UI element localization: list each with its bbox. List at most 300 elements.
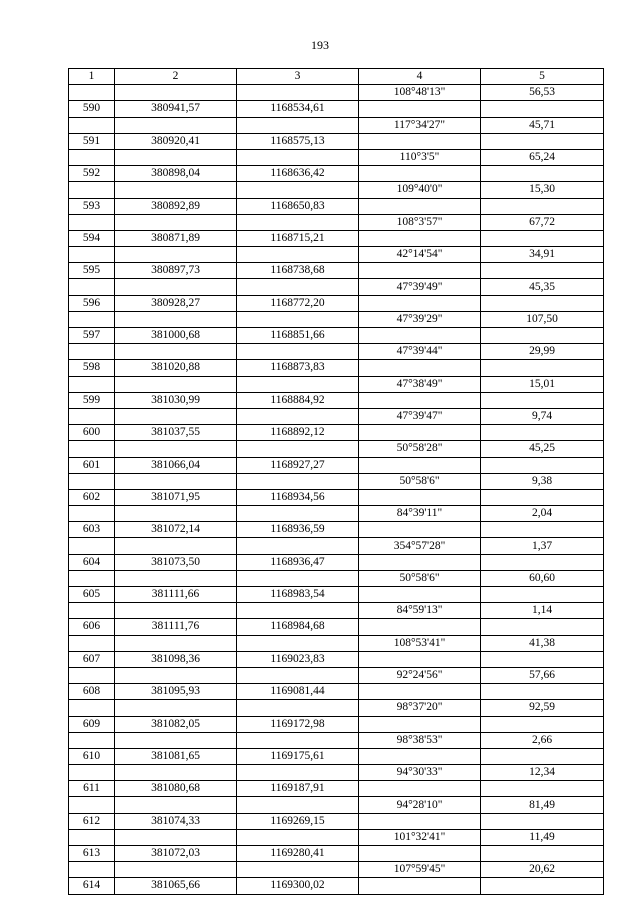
coordinates-table (68, 68, 604, 895)
table-row (69, 473, 604, 489)
distance-cell (481, 554, 604, 570)
point-number-cell: 601 (69, 457, 115, 473)
direction-angle-cell: 98°37'20" (359, 700, 481, 716)
table-row (69, 247, 604, 263)
point-number-cell: 609 (69, 716, 115, 732)
table-row (69, 457, 604, 473)
point-number-cell (69, 506, 115, 522)
point-number-cell (69, 603, 115, 619)
point-number-cell (69, 732, 115, 748)
direction-angle-cell: 109°40'0" (359, 182, 481, 198)
y-coordinate-cell: 1168636,42 (237, 166, 359, 182)
point-number-cell: 592 (69, 166, 115, 182)
y-coordinate-cell: 1169269,15 (237, 813, 359, 829)
direction-angle-cell (359, 619, 481, 635)
table-row (69, 603, 604, 619)
distance-cell: 45,71 (481, 117, 604, 133)
point-number-cell: 612 (69, 813, 115, 829)
direction-angle-cell (359, 781, 481, 797)
direction-angle-cell: 84°59'13" (359, 603, 481, 619)
point-number-cell: 597 (69, 328, 115, 344)
y-coordinate-cell: 1168983,54 (237, 587, 359, 603)
distance-cell: 15,30 (481, 182, 604, 198)
table-row (69, 635, 604, 651)
table-row (69, 149, 604, 165)
y-coordinate-cell (237, 408, 359, 424)
x-coordinate-cell (115, 506, 237, 522)
table-row (69, 748, 604, 764)
point-number-cell (69, 247, 115, 263)
direction-angle-cell: 110°3'5" (359, 149, 481, 165)
table-row (69, 295, 604, 311)
x-coordinate-cell: 381065,66 (115, 878, 237, 894)
distance-cell: 56,53 (481, 85, 604, 101)
x-coordinate-cell: 381071,95 (115, 489, 237, 505)
direction-angle-cell: 98°38'53" (359, 732, 481, 748)
x-coordinate-cell: 380898,04 (115, 166, 237, 182)
distance-cell: 1,37 (481, 538, 604, 554)
distance-cell (481, 230, 604, 246)
table-row (69, 117, 604, 133)
direction-angle-cell (359, 684, 481, 700)
direction-angle-cell (359, 554, 481, 570)
table-row (69, 441, 604, 457)
distance-cell: 29,99 (481, 344, 604, 360)
direction-angle-cell (359, 133, 481, 149)
y-coordinate-cell: 1168575,13 (237, 133, 359, 149)
point-number-cell (69, 862, 115, 878)
y-coordinate-cell (237, 117, 359, 133)
table-row (69, 408, 604, 424)
point-number-cell: 603 (69, 522, 115, 538)
distance-cell: 45,35 (481, 279, 604, 295)
x-coordinate-cell (115, 603, 237, 619)
x-coordinate-cell: 380892,89 (115, 198, 237, 214)
x-coordinate-cell (115, 214, 237, 230)
x-coordinate-cell (115, 538, 237, 554)
table-row (69, 813, 604, 829)
point-number-cell (69, 85, 115, 101)
distance-cell: 15,01 (481, 376, 604, 392)
x-coordinate-cell: 381098,36 (115, 651, 237, 667)
point-number-cell: 599 (69, 392, 115, 408)
direction-angle-cell: 47°39'49" (359, 279, 481, 295)
table-row (69, 716, 604, 732)
direction-angle-cell (359, 457, 481, 473)
direction-angle-cell: 108°3'57" (359, 214, 481, 230)
x-coordinate-cell (115, 279, 237, 295)
table-row (69, 360, 604, 376)
x-coordinate-cell (115, 732, 237, 748)
point-number-cell: 606 (69, 619, 115, 635)
direction-angle-cell (359, 748, 481, 764)
distance-cell (481, 457, 604, 473)
direction-angle-cell: 47°38'49" (359, 376, 481, 392)
point-number-cell (69, 182, 115, 198)
distance-cell (481, 878, 604, 894)
y-coordinate-cell: 1169280,41 (237, 846, 359, 862)
y-coordinate-cell (237, 182, 359, 198)
column-header-3: 3 (237, 69, 359, 85)
x-coordinate-cell: 380897,73 (115, 263, 237, 279)
point-number-cell: 614 (69, 878, 115, 894)
direction-angle-cell: 354°57'28" (359, 538, 481, 554)
y-coordinate-cell (237, 635, 359, 651)
direction-angle-cell: 107°59'45" (359, 862, 481, 878)
table-row (69, 700, 604, 716)
distance-cell: 12,34 (481, 765, 604, 781)
distance-cell: 107,50 (481, 311, 604, 327)
table-row (69, 133, 604, 149)
point-number-cell (69, 376, 115, 392)
direction-angle-cell: 50°58'6" (359, 473, 481, 489)
point-number-cell: 613 (69, 846, 115, 862)
x-coordinate-cell (115, 441, 237, 457)
y-coordinate-cell (237, 311, 359, 327)
point-number-cell (69, 473, 115, 489)
x-coordinate-cell (115, 635, 237, 651)
table-row (69, 878, 604, 894)
distance-cell (481, 166, 604, 182)
direction-angle-cell: 50°58'28" (359, 441, 481, 457)
table-row (69, 214, 604, 230)
distance-cell: 9,74 (481, 408, 604, 424)
table-row (69, 182, 604, 198)
y-coordinate-cell: 1169023,83 (237, 651, 359, 667)
direction-angle-cell (359, 489, 481, 505)
y-coordinate-cell: 1168738,68 (237, 263, 359, 279)
direction-angle-cell (359, 587, 481, 603)
table-row (69, 797, 604, 813)
distance-cell: 9,38 (481, 473, 604, 489)
y-coordinate-cell: 1168936,47 (237, 554, 359, 570)
distance-cell (481, 651, 604, 667)
point-number-cell: 591 (69, 133, 115, 149)
distance-cell: 67,72 (481, 214, 604, 230)
table-row (69, 198, 604, 214)
direction-angle-cell (359, 101, 481, 117)
distance-cell: 41,38 (481, 635, 604, 651)
point-number-cell: 610 (69, 748, 115, 764)
point-number-cell: 605 (69, 587, 115, 603)
x-coordinate-cell: 381073,50 (115, 554, 237, 570)
x-coordinate-cell (115, 344, 237, 360)
table-header-row (69, 69, 604, 85)
y-coordinate-cell (237, 441, 359, 457)
point-number-cell (69, 344, 115, 360)
point-number-cell (69, 408, 115, 424)
point-number-cell: 604 (69, 554, 115, 570)
distance-cell: 81,49 (481, 797, 604, 813)
table-row (69, 829, 604, 845)
y-coordinate-cell: 1169172,98 (237, 716, 359, 732)
x-coordinate-cell: 381000,68 (115, 328, 237, 344)
direction-angle-cell (359, 392, 481, 408)
y-coordinate-cell (237, 214, 359, 230)
point-number-cell: 590 (69, 101, 115, 117)
x-coordinate-cell (115, 765, 237, 781)
x-coordinate-cell (115, 117, 237, 133)
table-row (69, 765, 604, 781)
y-coordinate-cell (237, 376, 359, 392)
x-coordinate-cell (115, 829, 237, 845)
column-header-2: 2 (115, 69, 237, 85)
y-coordinate-cell: 1168892,12 (237, 425, 359, 441)
distance-cell (481, 133, 604, 149)
point-number-cell: 607 (69, 651, 115, 667)
table-row (69, 862, 604, 878)
direction-angle-cell (359, 360, 481, 376)
distance-cell: 1,14 (481, 603, 604, 619)
y-coordinate-cell: 1168927,27 (237, 457, 359, 473)
direction-angle-cell: 47°39'44" (359, 344, 481, 360)
direction-angle-cell: 42°14'54" (359, 247, 481, 263)
direction-angle-cell (359, 198, 481, 214)
point-number-cell (69, 829, 115, 845)
table-row (69, 392, 604, 408)
x-coordinate-cell (115, 247, 237, 263)
direction-angle-cell (359, 813, 481, 829)
table-body (69, 85, 604, 894)
table-row (69, 684, 604, 700)
y-coordinate-cell (237, 667, 359, 683)
x-coordinate-cell: 381037,55 (115, 425, 237, 441)
x-coordinate-cell (115, 473, 237, 489)
y-coordinate-cell: 1168650,83 (237, 198, 359, 214)
column-header-4: 4 (359, 69, 481, 85)
point-number-cell (69, 117, 115, 133)
x-coordinate-cell (115, 797, 237, 813)
table-row (69, 781, 604, 797)
direction-angle-cell (359, 716, 481, 732)
point-number-cell (69, 538, 115, 554)
y-coordinate-cell: 1168936,59 (237, 522, 359, 538)
x-coordinate-cell (115, 408, 237, 424)
distance-cell (481, 522, 604, 538)
x-coordinate-cell: 381095,93 (115, 684, 237, 700)
distance-cell (481, 748, 604, 764)
table-row (69, 587, 604, 603)
x-coordinate-cell (115, 376, 237, 392)
point-number-cell: 596 (69, 295, 115, 311)
y-coordinate-cell: 1168984,68 (237, 619, 359, 635)
x-coordinate-cell (115, 149, 237, 165)
point-number-cell: 600 (69, 425, 115, 441)
y-coordinate-cell: 1169187,91 (237, 781, 359, 797)
distance-cell: 92,59 (481, 700, 604, 716)
point-number-cell (69, 667, 115, 683)
point-number-cell: 602 (69, 489, 115, 505)
x-coordinate-cell: 381066,04 (115, 457, 237, 473)
x-coordinate-cell (115, 85, 237, 101)
y-coordinate-cell (237, 765, 359, 781)
table-row (69, 263, 604, 279)
page-number: 193 (311, 38, 329, 52)
distance-cell (481, 425, 604, 441)
distance-cell (481, 587, 604, 603)
direction-angle-cell: 47°39'47" (359, 408, 481, 424)
distance-cell (481, 716, 604, 732)
distance-cell (481, 295, 604, 311)
y-coordinate-cell (237, 797, 359, 813)
direction-angle-cell (359, 846, 481, 862)
table-row (69, 230, 604, 246)
distance-cell: 57,66 (481, 667, 604, 683)
y-coordinate-cell: 1168715,21 (237, 230, 359, 246)
distance-cell (481, 101, 604, 117)
direction-angle-cell: 94°28'10" (359, 797, 481, 813)
point-number-cell (69, 311, 115, 327)
point-number-cell (69, 149, 115, 165)
distance-cell: 34,91 (481, 247, 604, 263)
x-coordinate-cell: 381072,14 (115, 522, 237, 538)
direction-angle-cell: 108°53'41" (359, 635, 481, 651)
x-coordinate-cell (115, 570, 237, 586)
distance-cell (481, 489, 604, 505)
y-coordinate-cell (237, 473, 359, 489)
table-row (69, 846, 604, 862)
table-row (69, 554, 604, 570)
point-number-cell: 595 (69, 263, 115, 279)
y-coordinate-cell (237, 700, 359, 716)
direction-angle-cell: 47°39'29" (359, 311, 481, 327)
distance-cell (481, 813, 604, 829)
table-row (69, 101, 604, 117)
table-row (69, 570, 604, 586)
point-number-cell: 594 (69, 230, 115, 246)
table-row (69, 538, 604, 554)
distance-cell: 20,62 (481, 862, 604, 878)
y-coordinate-cell (237, 862, 359, 878)
distance-cell (481, 360, 604, 376)
direction-angle-cell: 84°39'11" (359, 506, 481, 522)
x-coordinate-cell: 381111,66 (115, 587, 237, 603)
y-coordinate-cell (237, 85, 359, 101)
table-row (69, 506, 604, 522)
y-coordinate-cell (237, 829, 359, 845)
x-coordinate-cell (115, 700, 237, 716)
distance-cell: 65,24 (481, 149, 604, 165)
table-row (69, 522, 604, 538)
point-number-cell (69, 214, 115, 230)
table-row (69, 344, 604, 360)
x-coordinate-cell: 381074,33 (115, 813, 237, 829)
x-coordinate-cell: 380928,27 (115, 295, 237, 311)
y-coordinate-cell (237, 279, 359, 295)
y-coordinate-cell: 1168772,20 (237, 295, 359, 311)
y-coordinate-cell: 1168884,92 (237, 392, 359, 408)
y-coordinate-cell: 1169081,44 (237, 684, 359, 700)
x-coordinate-cell: 381081,65 (115, 748, 237, 764)
table-row (69, 489, 604, 505)
point-number-cell: 608 (69, 684, 115, 700)
point-number-cell: 611 (69, 781, 115, 797)
point-number-cell (69, 635, 115, 651)
direction-angle-cell: 117°34'27" (359, 117, 481, 133)
table-row (69, 166, 604, 182)
x-coordinate-cell (115, 311, 237, 327)
direction-angle-cell (359, 878, 481, 894)
x-coordinate-cell (115, 862, 237, 878)
x-coordinate-cell: 381030,99 (115, 392, 237, 408)
direction-angle-cell (359, 425, 481, 441)
x-coordinate-cell: 381082,05 (115, 716, 237, 732)
y-coordinate-cell: 1169175,61 (237, 748, 359, 764)
y-coordinate-cell (237, 247, 359, 263)
y-coordinate-cell: 1168534,61 (237, 101, 359, 117)
direction-angle-cell (359, 295, 481, 311)
y-coordinate-cell: 1168851,66 (237, 328, 359, 344)
point-number-cell (69, 570, 115, 586)
point-number-cell: 598 (69, 360, 115, 376)
point-number-cell (69, 797, 115, 813)
y-coordinate-cell: 1168873,83 (237, 360, 359, 376)
distance-cell (481, 392, 604, 408)
y-coordinate-cell (237, 149, 359, 165)
x-coordinate-cell: 380871,89 (115, 230, 237, 246)
table-row (69, 619, 604, 635)
direction-angle-cell: 108°48'13" (359, 85, 481, 101)
table-row (69, 279, 604, 295)
x-coordinate-cell: 381111,76 (115, 619, 237, 635)
x-coordinate-cell (115, 182, 237, 198)
direction-angle-cell: 94°30'33" (359, 765, 481, 781)
table-row (69, 311, 604, 327)
table-row (69, 425, 604, 441)
column-header-1: 1 (69, 69, 115, 85)
distance-cell: 11,49 (481, 829, 604, 845)
y-coordinate-cell (237, 603, 359, 619)
y-coordinate-cell: 1168934,56 (237, 489, 359, 505)
distance-cell: 60,60 (481, 570, 604, 586)
distance-cell (481, 846, 604, 862)
y-coordinate-cell (237, 344, 359, 360)
column-header-5: 5 (481, 69, 604, 85)
x-coordinate-cell: 381072,03 (115, 846, 237, 862)
x-coordinate-cell: 380941,57 (115, 101, 237, 117)
point-number-cell (69, 279, 115, 295)
direction-angle-cell (359, 230, 481, 246)
distance-cell (481, 619, 604, 635)
distance-cell (481, 684, 604, 700)
distance-cell (481, 263, 604, 279)
y-coordinate-cell (237, 506, 359, 522)
direction-angle-cell: 92°24'56" (359, 667, 481, 683)
table-row (69, 328, 604, 344)
distance-cell (481, 781, 604, 797)
table-row (69, 667, 604, 683)
point-number-cell: 593 (69, 198, 115, 214)
direction-angle-cell (359, 522, 481, 538)
direction-angle-cell (359, 651, 481, 667)
y-coordinate-cell (237, 570, 359, 586)
x-coordinate-cell: 380920,41 (115, 133, 237, 149)
x-coordinate-cell: 381080,68 (115, 781, 237, 797)
distance-cell: 2,04 (481, 506, 604, 522)
distance-cell (481, 198, 604, 214)
x-coordinate-cell: 381020,88 (115, 360, 237, 376)
x-coordinate-cell (115, 667, 237, 683)
table-row (69, 376, 604, 392)
y-coordinate-cell (237, 538, 359, 554)
direction-angle-cell (359, 263, 481, 279)
point-number-cell (69, 441, 115, 457)
distance-cell: 2,66 (481, 732, 604, 748)
y-coordinate-cell (237, 732, 359, 748)
y-coordinate-cell: 1169300,02 (237, 878, 359, 894)
point-number-cell (69, 700, 115, 716)
direction-angle-cell (359, 166, 481, 182)
